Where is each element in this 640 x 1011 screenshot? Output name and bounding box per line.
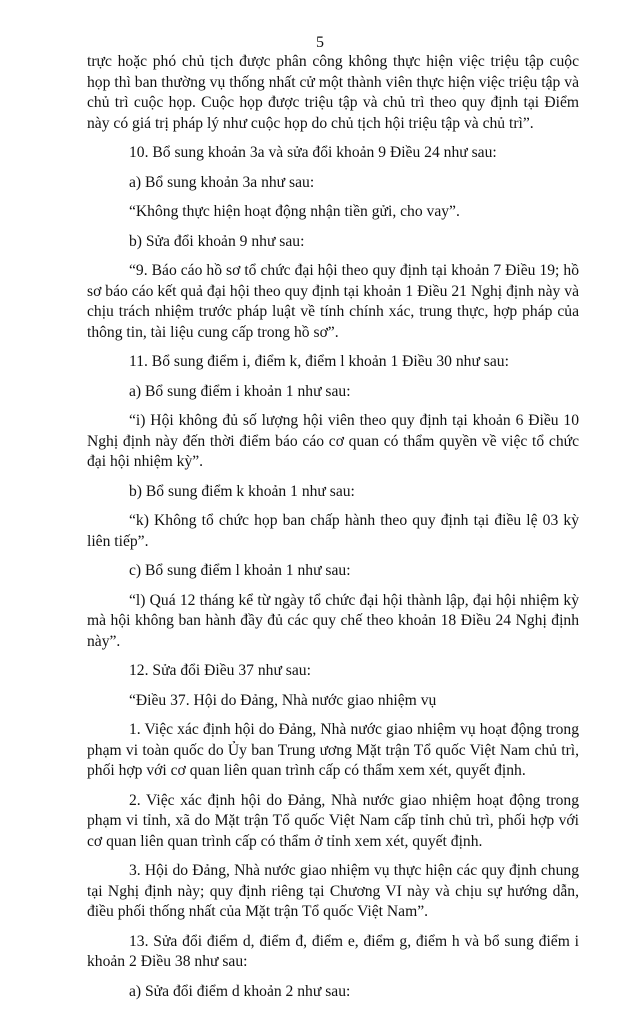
paragraph-quote-k: “k) Không tổ chức họp ban chấp hành theo quy định tại điều lệ 03 kỳ liên tiếp”.	[87, 512, 579, 550]
paragraph-item-13a: a) Sửa đổi điểm d khoản 2 như sau:	[129, 982, 351, 1000]
paragraph-item-11b: b) Bổ sung điểm k khoản 1 như sau:	[129, 482, 355, 500]
paragraph-item-11a: a) Bổ sung điểm i khoản 1 như sau:	[129, 382, 351, 400]
paragraph-item-13-heading: 13. Sửa đổi điểm d, điểm đ, điểm e, điểm g, điểm h và bổ sung điểm i khoản 2 Điều 38 như sau:	[87, 932, 579, 970]
paragraph-quote-3a: “Không thực hiện hoạt động nhận tiền gửi, cho vay”.	[129, 203, 460, 220]
paragraph-item-12-heading: 12. Sửa đổi Điều 37 như sau:	[129, 662, 311, 679]
paragraph-item-10b: b) Sửa đổi khoản 9 như sau:	[129, 232, 305, 250]
paragraph-article-37-title: “Điều 37. Hội do Đảng, Nhà nước giao nhiệm vụ	[129, 691, 437, 709]
paragraph-article-37-clause-3: 3. Hội do Đảng, Nhà nước giao nhiệm vụ thực hiện các quy định chung tại Nghị định này; quy định riêng tại Chương VI này và chịu sự hướng dẫn, điều phối thống nhất của Mặt trận Tổ quốc Việt Nam”.	[87, 862, 579, 920]
paragraph-continuation: trực hoặc phó chủ tịch được phân công không thực hiện việc triệu tập cuộc họp thì ban thường vụ thống nhất cử một thành viên thực hiện việc triệu tập và chủ trì cuộc họp. Cuộc họp được triệu tập và chủ trì theo quy định tại Điểm này có giá trị pháp lý như cuộc họp do chủ tịch hội triệu tập và chủ trì”.	[87, 53, 579, 132]
paragraph-item-10-heading: 10. Bổ sung khoản 3a và sửa đổi khoản 9 Điều 24 như sau:	[129, 144, 497, 161]
page-number: 5	[316, 34, 324, 51]
paragraph-quote-i: “i) Hội không đủ số lượng hội viên theo quy định tại khoản 6 Điều 10 Nghị định này đến thời điểm báo cáo cơ quan có thẩm quyền về việc tổ chức đại hội nhiệm kỳ”.	[87, 412, 579, 470]
paragraph-article-37-clause-2: 2. Việc xác định hội do Đảng, Nhà nước giao nhiệm hoạt động trong phạm vi tỉnh, xã do Mặt trận Tổ quốc Việt Nam cấp tỉnh chủ trì, phối hợp với cơ quan liên quan trình cấp có thẩm ở tỉnh xem xét, quyết định.	[87, 791, 579, 850]
paragraph-article-37-clause-1: 1. Việc xác định hội do Đảng, Nhà nước giao nhiệm vụ hoạt động trong phạm vi toàn quốc do Ủy ban Trung ương Mặt trận Tổ quốc Việt Nam chủ trì, phối hợp với cơ quan liên quan trình cấp có thẩm xem xét, quyết định.	[87, 721, 579, 779]
document-body	[87, 52, 579, 1011]
paragraph-item-11c: c) Bổ sung điểm l khoản 1 như sau:	[129, 562, 351, 579]
paragraph-item-11-heading: 11. Bổ sung điểm i, điểm k, điểm l khoản 1 Điều 30 như sau:	[129, 353, 509, 370]
paragraph-item-10a: a) Bổ sung khoản 3a như sau:	[129, 173, 315, 191]
paragraph-quote-9: “9. Báo cáo hồ sơ tổ chức đại hội theo quy định tại khoản 7 Điều 19; hồ sơ báo cáo kết quả đại hội theo quy định tại khoản 1 Điều 21 Nghị định này và chịu trách nhiệm trước pháp luật về tính chính xác, trung thực, hợp pháp của thông tin, tài liệu cung cấp trong hồ sơ”.	[87, 262, 579, 341]
paragraph-quote-l: “l) Quá 12 tháng kể từ ngày tổ chức đại hội thành lập, đại hội nhiệm kỳ mà hội không ban hành đầy đủ các quy chế theo khoản 18 Điều 24 Nghị định này”.	[87, 591, 579, 650]
